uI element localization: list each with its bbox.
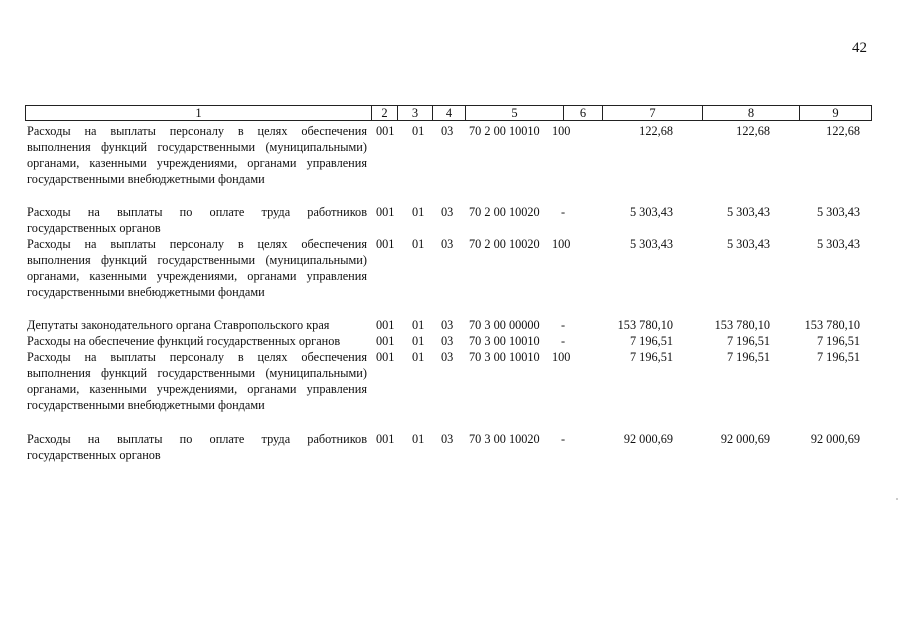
row-code-admin: 001 <box>376 124 395 138</box>
row-amount-7: 153 780,10 <box>617 318 673 332</box>
row-code-section: 01 <box>412 205 425 219</box>
header-col-8: 8 <box>702 106 799 120</box>
header-col-6: 6 <box>563 106 602 120</box>
header-col-9: 9 <box>799 106 871 120</box>
row-amount-9: 5 303,43 <box>816 237 860 251</box>
row-amount-8: 153 780,10 <box>714 318 770 332</box>
row-amount-7: 5 303,43 <box>629 237 673 251</box>
row-amount-9: 122,68 <box>826 124 860 138</box>
row-code-section: 01 <box>412 350 425 364</box>
row-code-target: 70 3 00 10010 <box>469 334 540 348</box>
row-description: Расходы на выплаты персоналу в целях обеспечения выполнения функций государственными (муниципальными) органами, казенными учреждениями, органами управления государственными внебюджетными фондами <box>27 237 367 299</box>
row-code-admin: 001 <box>376 237 395 251</box>
row-amount-7: 7 196,51 <box>629 350 673 364</box>
row-amount-8: 5 303,43 <box>726 205 770 219</box>
row-code-admin: 001 <box>376 350 395 364</box>
page-number: 42 <box>852 40 867 56</box>
row-code-section: 01 <box>412 334 425 348</box>
header-col-3: 3 <box>397 106 432 120</box>
row-amount-9: 7 196,51 <box>816 334 860 348</box>
row-code-subsection: 03 <box>441 432 454 446</box>
row-description: Расходы на обеспечение функций государственных органов <box>27 334 341 348</box>
row-amount-8: 122,68 <box>736 124 770 138</box>
table-header <box>25 105 872 121</box>
row-amount-9: 7 196,51 <box>816 350 860 364</box>
row-code-admin: 001 <box>376 318 395 332</box>
row-code-subsection: 03 <box>441 318 454 332</box>
row-amount-9: 5 303,43 <box>816 205 860 219</box>
row-description: Расходы на выплаты персоналу в целях обеспечения выполнения функций государственными (муниципальными) органами, казенными учреждениями, органами управления государственными внебюджетными фондами <box>27 350 367 412</box>
row-amount-8: 92 000,69 <box>720 432 770 446</box>
row-code-type: 100 <box>552 124 571 138</box>
row-code-section: 01 <box>412 124 425 138</box>
header-col-7: 7 <box>602 106 702 120</box>
row-code-subsection: 03 <box>441 237 454 251</box>
row-description: Расходы на выплаты по оплате труда работников государственных органов <box>27 432 367 462</box>
header-col-5: 5 <box>465 106 563 120</box>
row-amount-7: 122,68 <box>639 124 673 138</box>
row-code-subsection: 03 <box>441 334 454 348</box>
row-description: Депутаты законодательного органа Ставропольского края <box>27 318 330 332</box>
row-code-admin: 001 <box>376 205 395 219</box>
header-col-4: 4 <box>432 106 465 120</box>
row-code-type: - <box>561 318 566 332</box>
row-amount-9: 92 000,69 <box>810 432 860 446</box>
row-code-target: 70 2 00 10020 <box>469 237 540 251</box>
row-description: Расходы на выплаты персоналу в целях обеспечения выполнения функций государственными (муниципальными) органами, казенными учреждениями, органами управления государственными внебюджетными фондами <box>27 124 367 186</box>
row-code-section: 01 <box>412 318 425 332</box>
row-code-type: - <box>561 432 566 446</box>
header-col-1: 1 <box>195 106 202 120</box>
row-code-subsection: 03 <box>441 205 454 219</box>
row-code-type: 100 <box>552 237 571 251</box>
row-code-section: 01 <box>412 237 425 251</box>
row-code-type: 100 <box>552 350 571 364</box>
row-amount-7: 7 196,51 <box>629 334 673 348</box>
row-amount-8: 7 196,51 <box>726 334 770 348</box>
row-amount-8: 5 303,43 <box>726 237 770 251</box>
row-code-admin: 001 <box>376 334 395 348</box>
row-code-subsection: 03 <box>441 350 454 364</box>
row-code-target: 70 2 00 10010 <box>469 124 540 138</box>
row-code-type: - <box>561 334 566 348</box>
row-code-target: 70 3 00 10020 <box>469 432 540 446</box>
row-amount-7: 5 303,43 <box>629 205 673 219</box>
row-code-target: 70 3 00 00000 <box>469 318 540 332</box>
row-amount-7: 92 000,69 <box>623 432 673 446</box>
row-code-target: 70 3 00 10010 <box>469 350 540 364</box>
row-code-subsection: 03 <box>441 124 454 138</box>
row-code-type: - <box>561 205 566 219</box>
row-description: Расходы на выплаты по оплате труда работников государственных органов <box>27 205 367 235</box>
row-code-target: 70 2 00 10020 <box>469 205 540 219</box>
scan-speck <box>896 498 898 500</box>
row-amount-8: 7 196,51 <box>726 350 770 364</box>
row-code-admin: 001 <box>376 432 395 446</box>
row-amount-9: 153 780,10 <box>804 318 860 332</box>
header-col-2: 2 <box>371 106 397 120</box>
row-code-section: 01 <box>412 432 425 446</box>
